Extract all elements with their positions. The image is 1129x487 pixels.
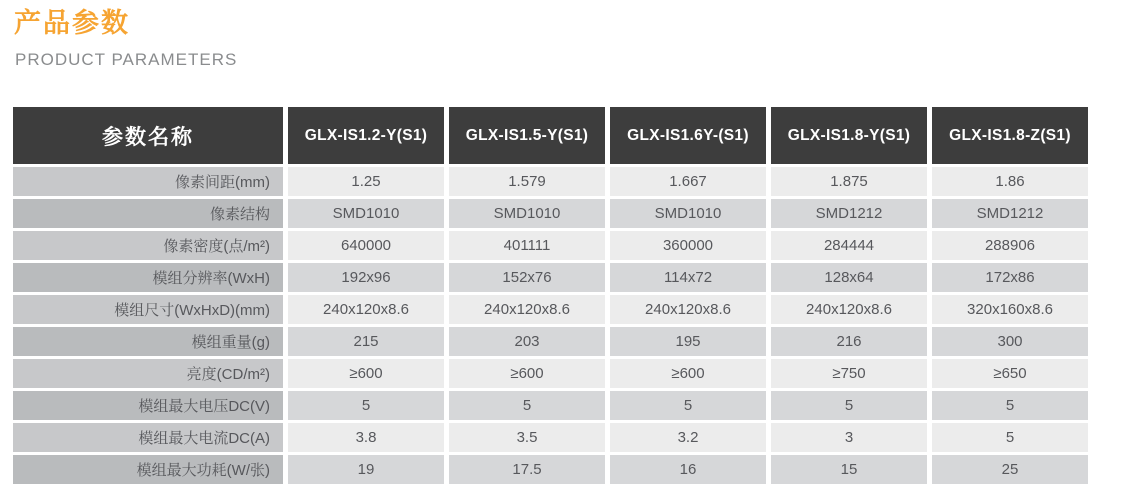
product-parameters-table bbox=[8, 104, 1093, 487]
row-label: 模组尺寸(WxHxD)(mm) bbox=[13, 295, 283, 324]
table-body bbox=[13, 167, 1088, 484]
table-row bbox=[13, 231, 1088, 260]
model-header-0: GLX-IS1.2-Y(S1) bbox=[288, 107, 444, 164]
cell-value: 320x160x8.6 bbox=[932, 295, 1088, 324]
page-title: 产品参数 bbox=[14, 8, 130, 38]
cell-value: 216 bbox=[771, 327, 927, 356]
cell-value: SMD1010 bbox=[449, 199, 605, 228]
cell-value: SMD1212 bbox=[771, 199, 927, 228]
cell-value: 3 bbox=[771, 423, 927, 452]
cell-value: 1.86 bbox=[932, 167, 1088, 196]
cell-value: 640000 bbox=[288, 231, 444, 260]
table-row bbox=[13, 199, 1088, 228]
param-name-header: 参数名称 bbox=[13, 107, 283, 164]
cell-value: 3.5 bbox=[449, 423, 605, 452]
model-header-4: GLX-IS1.8-Z(S1) bbox=[932, 107, 1088, 164]
row-label: 模组最大功耗(W/张) bbox=[13, 455, 283, 484]
cell-value: 1.579 bbox=[449, 167, 605, 196]
table-row bbox=[13, 295, 1088, 324]
row-label: 亮度(CD/m²) bbox=[13, 359, 283, 388]
cell-value: 240x120x8.6 bbox=[288, 295, 444, 324]
cell-value: 3.2 bbox=[610, 423, 766, 452]
table-row bbox=[13, 455, 1088, 484]
cell-value: 360000 bbox=[610, 231, 766, 260]
cell-value: 152x76 bbox=[449, 263, 605, 292]
cell-value: 114x72 bbox=[610, 263, 766, 292]
cell-value: 17.5 bbox=[449, 455, 605, 484]
cell-value: 195 bbox=[610, 327, 766, 356]
row-label: 像素间距(mm) bbox=[13, 167, 283, 196]
cell-value: 1.875 bbox=[771, 167, 927, 196]
cell-value: 25 bbox=[932, 455, 1088, 484]
table-row bbox=[13, 423, 1088, 452]
table-row bbox=[13, 167, 1088, 196]
page-subtitle: PRODUCT PARAMETERS bbox=[15, 50, 238, 69]
cell-value: ≥600 bbox=[610, 359, 766, 388]
cell-value: 172x86 bbox=[932, 263, 1088, 292]
cell-value: 192x96 bbox=[288, 263, 444, 292]
cell-value: 128x64 bbox=[771, 263, 927, 292]
table-header-row bbox=[13, 107, 1088, 164]
cell-value: 288906 bbox=[932, 231, 1088, 260]
model-header-1: GLX-IS1.5-Y(S1) bbox=[449, 107, 605, 164]
table-row bbox=[13, 359, 1088, 388]
row-label: 模组重量(g) bbox=[13, 327, 283, 356]
model-header-3: GLX-IS1.8-Y(S1) bbox=[771, 107, 927, 164]
cell-value: 19 bbox=[288, 455, 444, 484]
cell-value: 1.667 bbox=[610, 167, 766, 196]
cell-value: ≥750 bbox=[771, 359, 927, 388]
table-row bbox=[13, 391, 1088, 420]
cell-value: 1.25 bbox=[288, 167, 444, 196]
cell-value: 5 bbox=[288, 391, 444, 420]
cell-value: SMD1212 bbox=[932, 199, 1088, 228]
model-header-2: GLX-IS1.6Y-(S1) bbox=[610, 107, 766, 164]
cell-value: 300 bbox=[932, 327, 1088, 356]
row-label: 模组分辨率(WxH) bbox=[13, 263, 283, 292]
table-row bbox=[13, 263, 1088, 292]
cell-value: 5 bbox=[610, 391, 766, 420]
cell-value: 215 bbox=[288, 327, 444, 356]
row-label: 模组最大电流DC(A) bbox=[13, 423, 283, 452]
cell-value: SMD1010 bbox=[288, 199, 444, 228]
cell-value: 284444 bbox=[771, 231, 927, 260]
cell-value: 5 bbox=[771, 391, 927, 420]
cell-value: ≥650 bbox=[932, 359, 1088, 388]
row-label: 像素密度(点/m²) bbox=[13, 231, 283, 260]
row-label: 像素结构 bbox=[13, 199, 283, 228]
cell-value: 5 bbox=[932, 391, 1088, 420]
cell-value: 240x120x8.6 bbox=[610, 295, 766, 324]
table-header bbox=[13, 107, 1088, 164]
cell-value: ≥600 bbox=[288, 359, 444, 388]
cell-value: 401111 bbox=[449, 231, 605, 260]
cell-value: 3.8 bbox=[288, 423, 444, 452]
cell-value: 240x120x8.6 bbox=[771, 295, 927, 324]
cell-value: 5 bbox=[932, 423, 1088, 452]
cell-value: 240x120x8.6 bbox=[449, 295, 605, 324]
cell-value: 203 bbox=[449, 327, 605, 356]
cell-value: SMD1010 bbox=[610, 199, 766, 228]
table-row bbox=[13, 327, 1088, 356]
cell-value: 5 bbox=[449, 391, 605, 420]
cell-value: 15 bbox=[771, 455, 927, 484]
row-label: 模组最大电压DC(V) bbox=[13, 391, 283, 420]
cell-value: ≥600 bbox=[449, 359, 605, 388]
cell-value: 16 bbox=[610, 455, 766, 484]
